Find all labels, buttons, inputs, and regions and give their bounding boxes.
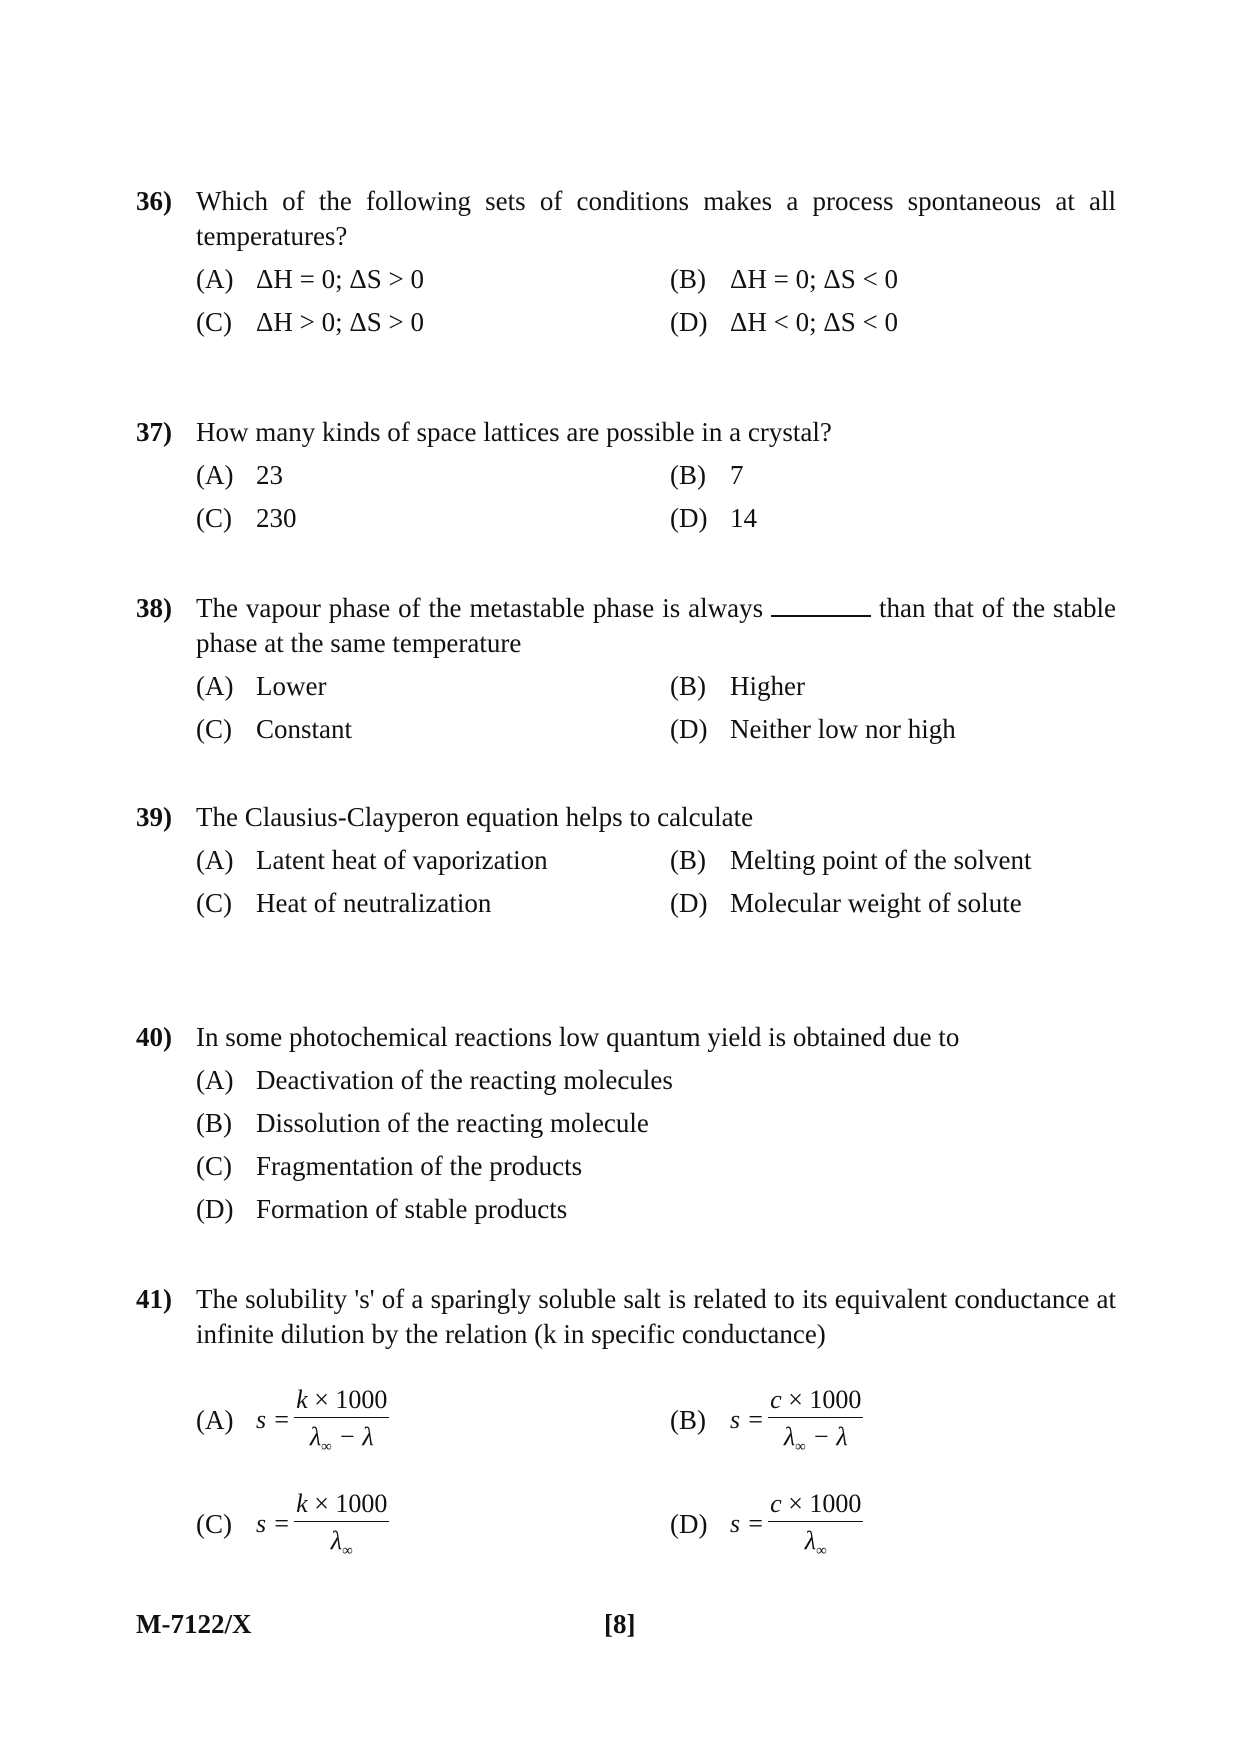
option-text: Dissolution of the reacting molecule — [256, 1108, 649, 1138]
lambda-symbol: λ — [309, 1421, 322, 1451]
option-label: (D) — [670, 888, 708, 918]
numerator-variable: c — [770, 1384, 782, 1414]
option-label: (D) — [196, 1194, 234, 1224]
option-d — [670, 305, 1140, 340]
question-number: 41) — [136, 1284, 172, 1314]
paper-code: M-7122/X — [136, 1609, 252, 1639]
options — [196, 458, 1116, 536]
numerator — [294, 1385, 389, 1418]
option-text: 230 — [256, 503, 297, 533]
option-text: Constant — [256, 714, 353, 744]
lambda-symbol: λ — [783, 1421, 796, 1451]
question-number: 36) — [136, 186, 172, 216]
option-label: (D) — [670, 503, 708, 533]
option-label: (A) — [196, 671, 234, 701]
formula-lhs: s = — [730, 1509, 765, 1538]
option-text: Melting point of the solvent — [730, 845, 1032, 875]
option-a — [196, 1063, 1136, 1098]
option-d — [670, 501, 1140, 536]
option-text: Neither low nor high — [730, 714, 956, 744]
question-number: 39) — [136, 802, 172, 832]
fraction — [768, 1489, 863, 1560]
formula-row — [196, 1484, 1126, 1564]
option-c — [196, 712, 670, 747]
option-d — [670, 886, 1140, 921]
option-b — [670, 669, 1140, 704]
option-b — [670, 262, 1140, 297]
option-b — [670, 843, 1140, 878]
lambda-symbol: λ — [804, 1525, 817, 1555]
option-label: (A) — [196, 460, 234, 490]
question-39 — [136, 800, 1116, 921]
question-40 — [136, 1020, 1116, 1227]
fill-in-blank — [771, 593, 871, 617]
denominator — [805, 1522, 827, 1560]
fraction — [294, 1385, 389, 1456]
infinity-subscript: ∞ — [342, 1542, 353, 1559]
option-label: (C) — [196, 888, 232, 918]
option-text: Fragmentation of the products — [256, 1151, 583, 1181]
option-label: (C) — [196, 307, 232, 337]
option-text: Lower — [256, 671, 327, 701]
options — [196, 843, 1116, 921]
question-text: Which of the following sets of conditions makes a process spontaneous at all temperatures? — [196, 186, 1116, 251]
option-b — [196, 1106, 1136, 1141]
numerator-rest: × 1000 — [781, 1384, 862, 1414]
denominator-rest: − λ — [331, 1421, 374, 1451]
infinity-subscript: ∞ — [795, 1438, 806, 1455]
question-number: 37) — [136, 417, 172, 447]
numerator-variable: c — [770, 1488, 782, 1518]
option-a — [196, 669, 670, 704]
page-number: [8] — [604, 1609, 636, 1639]
formula-row — [196, 1380, 1126, 1460]
question-41 — [136, 1282, 1116, 1352]
option-text: Heat of neutralization — [256, 888, 492, 918]
numerator — [294, 1489, 389, 1522]
option-label: (A) — [196, 1065, 234, 1095]
option-c — [196, 886, 670, 921]
numerator — [768, 1385, 863, 1418]
option-label: (D) — [670, 714, 708, 744]
option-label: (B) — [670, 264, 706, 294]
question-text: How many kinds of space lattices are possible in a crystal? — [196, 417, 832, 447]
option-label: (D) — [670, 1508, 708, 1539]
question-number: 40) — [136, 1022, 172, 1052]
question-text — [196, 591, 1116, 661]
fraction — [768, 1385, 863, 1456]
option-label: (B) — [196, 1108, 232, 1138]
question-number: 38) — [136, 593, 172, 623]
option-label: (B) — [670, 671, 706, 701]
option-text: Higher — [730, 671, 805, 701]
formula — [730, 1385, 863, 1456]
infinity-subscript: ∞ — [321, 1438, 332, 1455]
formula — [256, 1385, 389, 1456]
options — [196, 669, 1116, 747]
options — [196, 262, 1116, 340]
question-text: The Clausius-Clayperon equation helps to calculate — [196, 802, 754, 832]
numerator-rest: × 1000 — [307, 1488, 388, 1518]
option-text: Latent heat of vaporization — [256, 845, 548, 875]
option-label: (C) — [196, 714, 232, 744]
option-a — [196, 262, 670, 297]
option-label: (A) — [196, 845, 234, 875]
option-c — [196, 1149, 1136, 1184]
option-b — [670, 1380, 863, 1460]
option-label: (B) — [670, 845, 706, 875]
question-text: The solubility 's' of a sparingly soluble salt is related to its equivalent conductance at infinite dilution by the relation (k in specific conductance) — [196, 1284, 1116, 1349]
denominator-rest: − λ — [805, 1421, 848, 1451]
option-text: 7 — [730, 460, 744, 490]
option-a — [196, 458, 670, 493]
options — [196, 1063, 1116, 1227]
option-label: (C) — [196, 1151, 232, 1181]
option-label: (B) — [670, 1404, 706, 1435]
option-a — [196, 843, 670, 878]
option-text: Deactivation of the reacting molecules — [256, 1065, 673, 1095]
option-label: (A) — [196, 1404, 234, 1435]
denominator — [310, 1418, 374, 1456]
question-38 — [136, 591, 1116, 747]
formula — [256, 1489, 389, 1560]
formula-lhs: s = — [256, 1405, 291, 1434]
option-c — [196, 501, 670, 536]
option-label: (C) — [196, 503, 232, 533]
formula-lhs: s = — [730, 1405, 765, 1434]
fraction — [294, 1489, 389, 1560]
option-c — [196, 305, 670, 340]
option-text: Molecular weight of solute — [730, 888, 1022, 918]
option-text: 14 — [730, 503, 757, 533]
denominator — [331, 1522, 353, 1560]
question-37 — [136, 415, 1116, 536]
option-label: (B) — [670, 460, 706, 490]
option-label: (A) — [196, 264, 234, 294]
option-text: ΔH = 0; ΔS > 0 — [256, 264, 424, 294]
question-36 — [136, 184, 1116, 340]
option-text: ΔH < 0; ΔS < 0 — [730, 307, 898, 337]
numerator — [768, 1489, 863, 1522]
option-a — [196, 1380, 389, 1460]
numerator-variable: k — [296, 1488, 308, 1518]
option-text: Formation of stable products — [256, 1194, 568, 1224]
formula — [730, 1489, 863, 1560]
option-c — [196, 1484, 389, 1564]
option-d — [670, 712, 1140, 747]
numerator-rest: × 1000 — [307, 1384, 388, 1414]
denominator — [784, 1418, 848, 1456]
infinity-subscript: ∞ — [816, 1542, 827, 1559]
option-text: ΔH > 0; ΔS > 0 — [256, 307, 424, 337]
option-b — [670, 458, 1140, 493]
numerator-variable: k — [296, 1384, 308, 1414]
question-text-part: The vapour phase of the metastable phase is always — [196, 593, 764, 623]
option-label: (C) — [196, 1508, 232, 1539]
option-d — [196, 1192, 1136, 1227]
option-d — [670, 1484, 863, 1564]
option-label: (D) — [670, 307, 708, 337]
option-text: 23 — [256, 460, 283, 490]
formula-lhs: s = — [256, 1509, 291, 1538]
option-text: ΔH = 0; ΔS < 0 — [730, 264, 898, 294]
question-text: In some photochemical reactions low quantum yield is obtained due to — [196, 1022, 960, 1052]
question-text-part: than that of the stable phase at the same temperature — [196, 593, 1117, 658]
numerator-rest: × 1000 — [781, 1488, 862, 1518]
lambda-symbol: λ — [330, 1525, 343, 1555]
